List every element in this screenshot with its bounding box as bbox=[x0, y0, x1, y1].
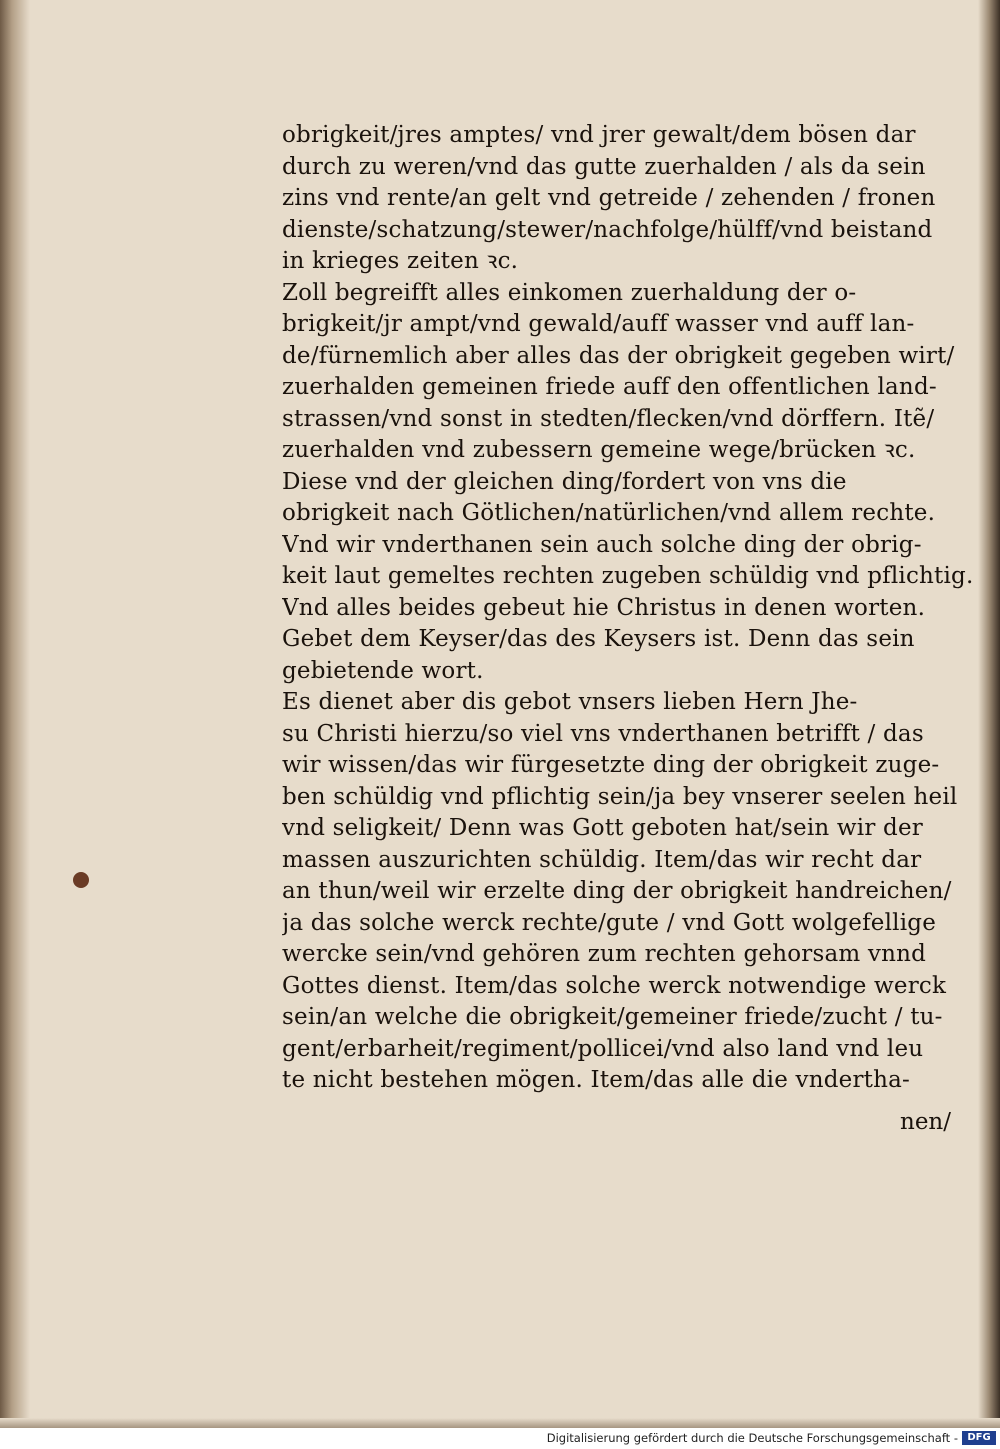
text-line: an thun/weil wir erzelte ding der obrigkeit handreichen/ bbox=[282, 878, 952, 904]
text-line: durch zu weren/vnd das gutte zuerhalden / als da sein bbox=[282, 153, 926, 180]
text-line: vnd seligkeit/ Denn was Gott geboten hat/sein wir der bbox=[282, 815, 923, 841]
page-bottom-edge bbox=[0, 1418, 1000, 1428]
text-line: obrigkeit nach Götlichen/natürlichen/vnd allem rechte. bbox=[282, 500, 936, 526]
text-line: gent/erbarheit/regiment/pollicei/vnd also land vnd leu bbox=[282, 1035, 924, 1062]
text-line: Zoll begreifft alles einkomen zuerhaldung der o- bbox=[282, 279, 857, 306]
text-line: de/fürnemlich aber alles das der obrigkeit gegeben wirt/ bbox=[282, 342, 955, 369]
text-line: sein/an welche die obrigkeit/gemeiner friede/zucht / tu- bbox=[282, 1004, 943, 1030]
text-line: ja das solche werck rechte/gute / vnd Gott wolgefellige bbox=[282, 909, 937, 936]
text-line: zuerhalden gemeinen friede auff den offentlichen land- bbox=[282, 374, 937, 400]
ink-stain bbox=[73, 872, 89, 888]
text-line: Diese vnd der gleichen ding/fordert von vns die bbox=[282, 468, 847, 495]
text-line: strassen/vnd sonst in stedten/flecken/vnd dörffern. Itẽ/ bbox=[282, 405, 935, 432]
text-line: zins vnd rente/an gelt vnd getreide / zehenden / fronen bbox=[282, 185, 936, 211]
footer-bar bbox=[0, 1428, 1000, 1449]
text-line: wercke sein/vnd gehören zum rechten gehorsam vnnd bbox=[282, 941, 927, 967]
funding-notice: Digitalisierung gefördert durch die Deutsche Forschungsgemeinschaft - bbox=[546, 1431, 958, 1445]
text-line: brigkeit/jr ampt/vnd gewald/auff wasser vnd auff lan- bbox=[282, 311, 915, 337]
dfg-logo[interactable]: DFG bbox=[962, 1431, 996, 1445]
catchword: nen/ bbox=[900, 1109, 951, 1135]
text-line: obrigkeit/jres amptes/ vnd jrer gewalt/dem bösen dar bbox=[282, 122, 916, 148]
text-line: su Christi hierzu/so viel vns vnderthanen betrifft / das bbox=[282, 720, 924, 747]
body-text bbox=[282, 120, 982, 1097]
text-line: Gebet dem Keyser/das des Keysers ist. Denn das sein bbox=[282, 626, 915, 652]
page-left-edge bbox=[0, 0, 30, 1428]
text-line: Es dienet aber dis gebot vnsers lieben Hern Jhe- bbox=[282, 689, 858, 715]
text-line: wir wissen/das wir fürgesetzte ding der obrigkeit zuge- bbox=[282, 752, 940, 778]
text-line: in krieges zeiten ꝛc. bbox=[282, 248, 519, 274]
text-line: massen auszurichten schüldig. Item/das wir recht dar bbox=[282, 846, 922, 873]
text-line: dienste/schatzung/stewer/nachfolge/hülff/vnd beistand bbox=[282, 216, 933, 243]
text-line: Gottes dienst. Item/das solche werck notwendige werck bbox=[282, 972, 947, 999]
text-line: gebietende wort. bbox=[282, 657, 484, 684]
text-line: te nicht bestehen mögen. Item/das alle die vndertha- bbox=[282, 1067, 911, 1093]
text-line: Vnd wir vnderthanen sein auch solche ding der obrig- bbox=[282, 531, 922, 558]
text-line: keit laut gemeltes rechten zugeben schüldig vnd pflichtig. bbox=[282, 563, 974, 589]
text-line: Vnd alles beides gebeut hie Christus in denen worten. bbox=[282, 594, 926, 621]
text-line: ben schüldig vnd pflichtig sein/ja bey vnserer seelen heil bbox=[282, 783, 958, 810]
text-line: zuerhalden vnd zubessern gemeine wege/brücken ꝛc. bbox=[282, 437, 916, 463]
